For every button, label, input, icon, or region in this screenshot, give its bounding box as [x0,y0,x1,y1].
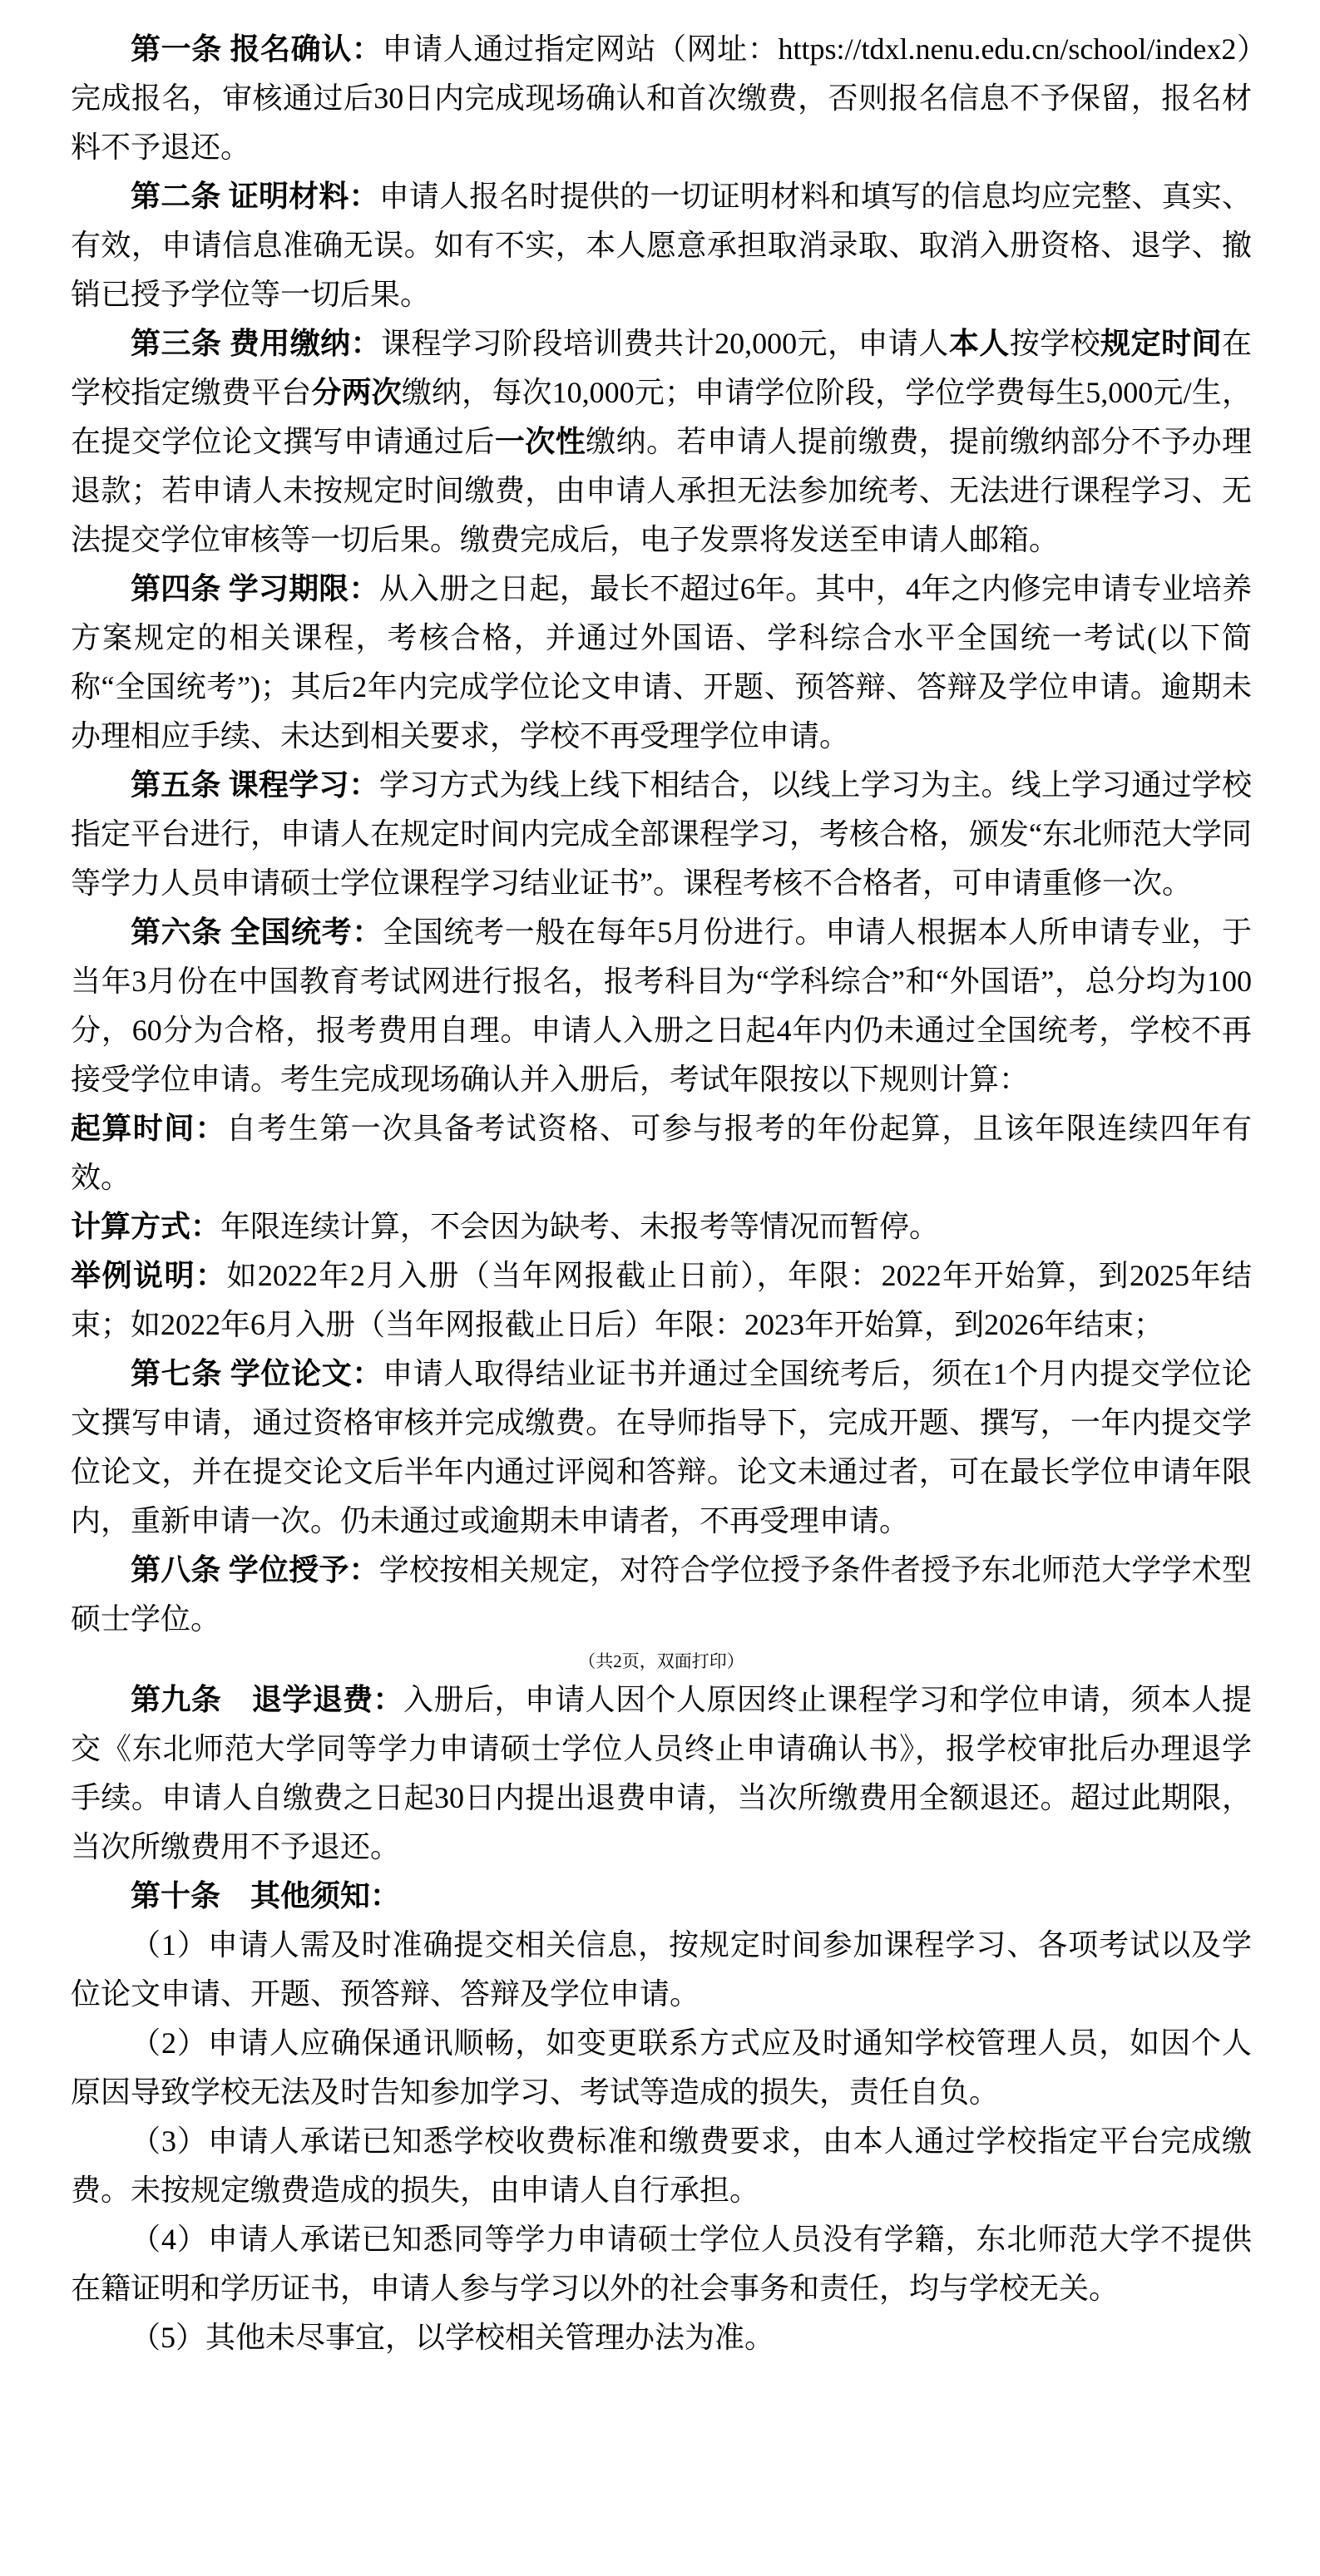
emphasis-text: 第二条 证明材料： [131,180,379,213]
document-paragraph-14 [71,1872,1252,1921]
document-paragraph-18 [71,2215,1252,2313]
emphasis-text: 第七条 学位论文： [131,1357,383,1390]
emphasis-text: 起算时间： [71,1112,227,1145]
emphasis-text: 第三条 费用缴纳： [131,327,382,360]
document-paragraph-4 [71,565,1252,761]
body-text: 在学校指定缴费平台 [71,327,1252,409]
document-paragraph-16 [71,2019,1252,2117]
body-text: 学习方式为线上线下相结合，以线上学习为主。线上学习通过学校指定平台进行，申请人在规定时间内完成全部课程学习，考核合格，颁发“东北师范大学同等学力人员申请硕士学位课程学习结业证书”。课程考核不合格者，可申请重修一次。 [71,768,1252,900]
document-paragraph-17 [71,2117,1252,2215]
body-text: 课程学习阶段培训费共计20,000元，申请人 [381,327,949,360]
body-text: 申请人取得结业证书并通过全国统考后，须在1个月内提交学位论文撰写申请，通过资格审核并完成缴费。在导师指导下，完成开题、撰写，一年内提交学位论文，并在提交论文后半年内通过评阅和答辩。论文未通过者，可在最长学位申请年限内，重新申请一次。仍未通过或逾期未申请者，不再受理申请。 [71,1357,1252,1537]
document-paragraph-15 [71,1921,1252,2019]
emphasis-text: 规定时间 [1100,327,1222,360]
body-text: 从入册之日起，最长不超过6年。其中，4年之内修完申请专业培养方案规定的相关课程，考核合格，并通过外国语、学科综合水平全国统一考试(以下简称“全国统考”)；其后2年内完成学位论文申请、开题、预答辩、答辩及学位申请。逾期未办理相应手续、未达到相关要求，学校不再受理学位申请。 [71,572,1252,753]
body-text: （2）申请人应确保通讯顺畅，如变更联系方式应及时通知学校管理人员，如因个人原因导致学校无法及时告知参加学习、考试等造成的损失，责任自负。 [71,2026,1252,2109]
body-text: 入册后，申请人因个人原因终止课程学习和学位申请，须本人提交《东北师范大学同等学力申请硕士学位人员终止申请确认书》，报学校审批后办理退学手续。申请人自缴费之日起30日内提出退费申请，当次所缴费用全额退还。超过此期限，当次所缴费用不予退还。 [71,1683,1252,1863]
document-paragraph-1 [71,25,1252,172]
body-text: （1）申请人需及时准确提交相关信息，按规定时间参加课程学习、各项考试以及学位论文申请、开题、预答辩、答辩及学位申请。 [71,1928,1252,2011]
emphasis-text: 第一条 报名确认： [131,32,383,66]
body-text: 按学校 [1009,327,1101,360]
emphasis-text: 第六条 全国统考： [131,915,383,949]
body-text: 缴纳。若申请人提前缴费，提前缴纳部分不予办理退款；若申请人未按规定时间缴费，由申请人承担无法参加统考、无法进行课程学习、无法提交学位审核等一切后果。缴费完成后，电子发票将发送至申请人邮箱。 [71,425,1252,556]
document-paragraph-11 [71,1546,1252,1644]
document-paragraph-2 [71,172,1252,319]
emphasis-text: 分两次 [311,376,402,409]
document-body [71,25,1252,2362]
document-paragraph-6 [71,908,1252,1104]
body-text: 申请人报名时提供的一切证明材料和填写的信息均应完整、真实、有效，申请信息准确无误。如有不实，本人愿意承担取消录取、取消入册资格、退学、撤销已授予学位等一切后果。 [71,180,1252,311]
document-paragraph-5 [71,761,1252,908]
document-paragraph-7 [71,1104,1252,1202]
body-text: （共2页，双面打印） [578,1651,744,1671]
emphasis-text: 本人 [948,327,1010,360]
body-text: 学校按相关规定，对符合学位授予条件者授予东北师范大学学术型硕士学位。 [71,1553,1252,1636]
emphasis-text: 第五条 课程学习： [131,768,379,802]
body-text: 如2022年2月入册（当年网报截止日前），年限：2022年开始算，到2025年结束；如2022年6月入册（当年网报截止日后）年限：2023年开始算，到2026年结束； [71,1259,1252,1341]
emphasis-text: 举例说明： [71,1259,227,1292]
emphasis-text: 一次性 [494,425,586,458]
body-text: 缴纳，每次10,000元；申请学位阶段，学位学费每生5,000元/生，在提交学位论文撰写申请通过后 [71,376,1252,458]
emphasis-text: 第十条 其他须知： [131,1879,401,1912]
body-text: 自考生第一次具备考试资格、可参与报考的年份起算，且该年限连续四年有效。 [71,1112,1252,1194]
body-text: 全国统考一般在每年5月份进行。申请人根据本人所申请专业，于当年3月份在中国教育考试网进行报名，报考科目为“学科综合”和“外国语”，总分均为100分，60分为合格，报考费用自理。申请人入册之日起4年内仍未通过全国统考，学校不再接受学位申请。考生完成现场确认并入册后，考试年限按以下规则计算： [71,915,1252,1096]
body-text: （3）申请人承诺已知悉学校收费标准和缴费要求，由本人通过学校指定平台完成缴费。未按规定缴费造成的损失，由申请人自行承担。 [71,2124,1252,2207]
page-count-note [71,1647,1252,1675]
document-paragraph-9 [71,1251,1252,1350]
document-paragraph-3 [71,319,1252,565]
document-paragraph-8 [71,1202,1252,1251]
body-text: 申请人通过指定网站（网址：https://tdxl.nenu.edu.cn/school/index2）完成报名，审核通过后30日内完成现场确认和首次缴费，否则报名信息不予保留，报名材料不予退还。 [71,32,1252,164]
body-text: （4）申请人承诺已知悉同等学力申请硕士学位人员没有学籍，东北师范大学不提供在籍证明和学历证书，申请人参与学习以外的社会事务和责任，均与学校无关。 [71,2223,1252,2305]
body-text: （5）其他未尽事宜，以学校相关管理办法为准。 [131,2321,775,2354]
document-paragraph-10 [71,1350,1252,1546]
emphasis-text: 第八条 学位授予： [131,1553,379,1587]
emphasis-text: 计算方式： [71,1210,221,1243]
emphasis-text: 第九条 退学退费： [131,1683,403,1716]
emphasis-text: 第四条 学习期限： [131,572,379,605]
document-paragraph-13 [71,1675,1252,1872]
document-paragraph-19 [71,2313,1252,2362]
body-text: 年限连续计算，不会因为缺考、未报考等情况而暂停。 [220,1210,940,1243]
